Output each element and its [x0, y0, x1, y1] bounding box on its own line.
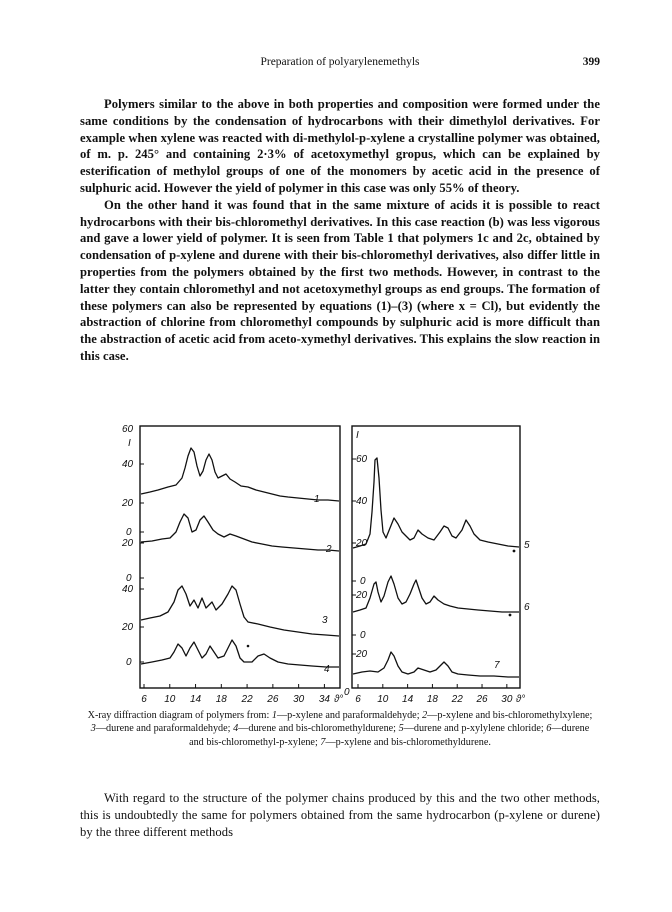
- left-panel-frame: [140, 426, 340, 688]
- y-tick-label: 0: [126, 573, 132, 584]
- x-tick-label: 26: [476, 694, 488, 704]
- x-tick-label: 14: [189, 694, 202, 704]
- paragraph: Polymers similar to the above in both properties and composition were formed under the same conditions by the condensation of hydrocarbons with their dimethylol derivatives. For example when xylene was reacted with di-methylol-p-xylene a crystalline polymer was obtained, of m. p. 245° and containing 2·3% of acetoxymethyl gropus, which can be explained by esterification of methylol groups of one of the monomers by acetic acid in the presence of sulphuric acid. However the yield of polymer in this case was only 55% of theory.: [80, 97, 600, 195]
- x-tick-label: 6: [141, 694, 147, 704]
- x-tick-label: 30: [501, 694, 513, 704]
- y-tick-label: 0: [126, 657, 132, 668]
- top-marker: I: [128, 438, 131, 449]
- caption-item-number: 7: [320, 736, 326, 748]
- xray-diffraction-figure: [118, 422, 558, 704]
- y-tick-label: 20: [122, 538, 134, 549]
- caption-item-number: 6: [546, 723, 552, 735]
- x-tick-label: 10: [377, 694, 389, 704]
- running-head-title: Preparation of polyarylenemethyls: [260, 56, 420, 68]
- curve-label: 4: [324, 664, 330, 675]
- y-tick-label: 40: [122, 459, 134, 470]
- curve-label: 3: [322, 615, 328, 626]
- figure-svg: [118, 422, 558, 704]
- paragraph: With regard to the structure of the polymer chains produced by this and the two other methods, this is undoubtedly the same for polymers obtained from the same hydrocarbon (p-xylene or durene) by the three different methods: [80, 791, 600, 839]
- x-tick-label: 10: [164, 694, 176, 704]
- x-tick-label: 14: [402, 694, 414, 704]
- caption-item-number: 5: [398, 723, 404, 735]
- caption-item: [320, 737, 491, 748]
- caption-item-text: —p-xylene and bis-chloromethyldurene.: [325, 736, 491, 748]
- caption-item: [422, 710, 592, 721]
- page-number: 399: [582, 56, 600, 68]
- y-tick-label: 0: [360, 576, 366, 587]
- curve-1: [141, 448, 339, 501]
- y-tick-label: 60: [356, 454, 368, 465]
- caption-item-number: 1: [271, 710, 277, 721]
- x-tick-label: 34: [318, 694, 330, 704]
- x-tick-label: 30: [293, 694, 305, 704]
- running-head: [80, 56, 600, 72]
- curve-label: 1: [314, 494, 320, 505]
- curve-label: 5: [524, 540, 530, 551]
- figure-caption: [84, 709, 596, 749]
- caption-item-text: —p-xylene and bis-chloromethylxylene;: [427, 710, 593, 721]
- curve-5: [353, 458, 519, 548]
- caption-item-number: 2: [422, 710, 428, 721]
- curve-6: [353, 576, 519, 612]
- caption-item: [272, 710, 422, 721]
- x-tick-label: 18: [426, 694, 438, 704]
- caption-intro: X-ray diffraction diagram of polymers from:: [87, 710, 272, 721]
- y-tick-label: 40: [122, 584, 134, 595]
- y-tick-label: 20: [122, 622, 134, 633]
- caption-item-text: —p-xylene and paraformaldehyde;: [276, 710, 423, 721]
- curve-label: 7: [494, 660, 500, 671]
- curve-label: 6: [524, 602, 530, 613]
- x-tick-label: 22: [451, 694, 463, 704]
- caption-item-number: 3: [90, 723, 96, 735]
- curve-4: [141, 640, 339, 667]
- x-tick-label: 26: [267, 694, 279, 704]
- y-tick-label: 0: [344, 687, 350, 698]
- x-axis-unit: ϑ°: [515, 694, 526, 704]
- y-tick-label: 20: [122, 498, 134, 509]
- caption-item: [91, 723, 233, 734]
- y-tick-label: 20: [356, 649, 368, 660]
- caption-item-text: —durene and bis-chloromethyl-p-xylene;: [189, 723, 590, 748]
- data-point-marker: [513, 550, 516, 553]
- y-tick-label: 20: [356, 590, 368, 601]
- data-point-marker: [509, 614, 512, 617]
- caption-item: [233, 723, 399, 734]
- caption-item-text: —durene and p-xylylene chloride;: [403, 723, 547, 735]
- caption-item-text: —durene and bis-chloromethyldurene;: [238, 723, 399, 735]
- y-tick-label: 20: [356, 538, 368, 549]
- data-point-marker: [247, 645, 250, 648]
- x-axis-unit: ϑ°: [333, 694, 344, 704]
- body-text-bottom: [80, 790, 600, 840]
- x-tick-label: 6: [355, 694, 361, 704]
- curve-3: [141, 586, 339, 636]
- body-text-top: [80, 96, 600, 365]
- y-tick-label: 40: [356, 496, 368, 507]
- paragraph: On the other hand it was found that in the same mixture of acids it is possible to react hydrocarbons with their bis-chloromethyl derivatives. In this case reaction (b) was less vigorous and gave a lower yield of polymer. It is seen from Table 1 that polymers 1c and 2c, obtained by condensation of p-xylene and durene with their bis-chloromethyl derivatives, also differ little in properties from the polymers obtained by the first two methods. However, in contrast to the latter they contain chloromethyl and not acetoxymethyl groups as end groups. The formation of these polymers can also be represented by equations (1)–(3) (where x = Cl), but evidently the abstraction of chlorine from chloromethyl compounds by sulphuric acid is more difficult than the abstraction of acetic acid from aceto-xymethyl derivatives. This explains the slow reaction in this case.: [80, 197, 600, 363]
- caption-item-text: —durene and paraformaldehyde;: [95, 723, 234, 735]
- caption-item-number: 4: [233, 723, 239, 735]
- curve-label: 2: [326, 544, 332, 555]
- top-marker: I: [356, 430, 359, 441]
- y-tick-label: 0: [126, 527, 132, 538]
- x-tick-label: 18: [215, 694, 227, 704]
- curve-2: [141, 514, 339, 551]
- x-tick-label: 22: [241, 694, 253, 704]
- y-tick-label: 60: [122, 424, 134, 435]
- caption-item: [399, 723, 547, 734]
- y-tick-label: 0: [360, 630, 366, 641]
